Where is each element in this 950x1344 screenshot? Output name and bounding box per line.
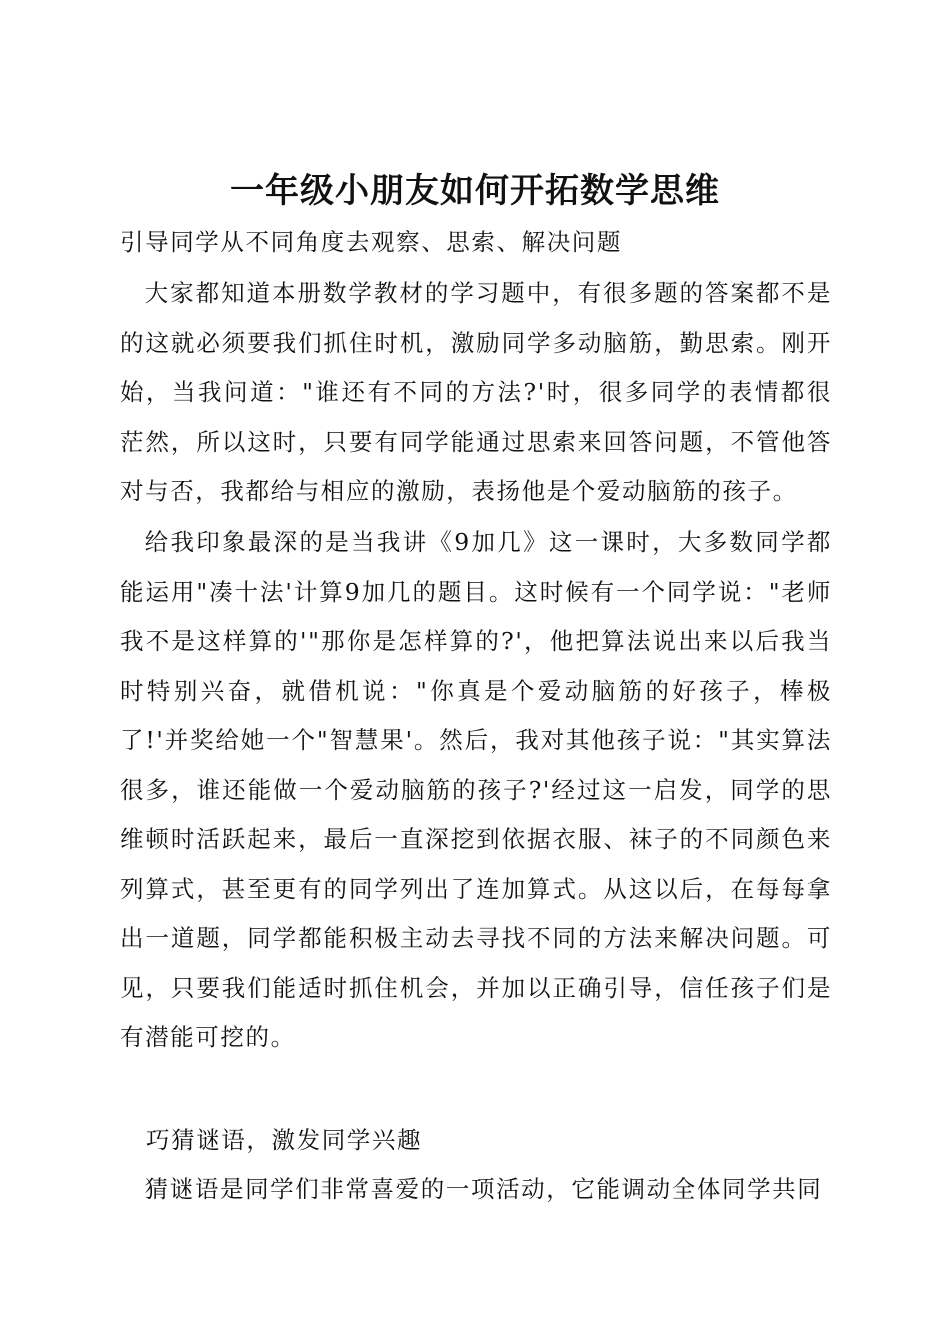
section-heading-riddles: 巧猜谜语，激发同学兴趣 xyxy=(146,1126,423,1154)
paragraph-1: 大家都知道本册数学教材的学习题中，有很多题的答案都不是的这就必须要我们抓住时机，激励同学多动脑筋，勤思索。刚开始，当我问道："谁还有不同的方法?'时，很多同学的表情都很茫然，所以这时，只要有同学能通过思索来回答问题，不管他答对与否，我都给与相应的激励，表扬他是个爱动脑筋的孩子。 xyxy=(120,279,832,505)
section-heading-observe: 引导同学从不同角度去观察、思索、解决问题 xyxy=(120,228,622,256)
paragraph-3: 猜谜语是同学们非常喜爱的一项活动，它能调动全体同学共同 xyxy=(144,1175,823,1203)
page-title: 一年级小朋友如何开拓数学思维 xyxy=(230,170,720,211)
paragraph-2: 给我印象最深的是当我讲《9加几》这一课时，大多数同学都能运用"凑十法'计算9加几的题目。这时候有一个同学说："老师我不是这样算的'"那你是怎样算的?'，他把算法说出来以后我当时特别兴奋，就借机说："你真是个爱动脑筋的好孩子，棒极了!'并奖给她一个"智慧果'。然后，我对其他孩子说："其实算法很多，谁还能做一个爱动脑筋的孩子?'经过这一启发，同学的思维顿时活跃起来，最后一直深挖到依据衣服、袜子的不同颜色来列算式，甚至更有的同学列出了连加算式。从这以后，在每每拿出一道题，同学都能积极主动去寻找不同的方法来解决问题。可见，只要我们能适时抓住机会，并加以正确引导，信任孩子们是有潜能可挖的。 xyxy=(120,528,832,1051)
